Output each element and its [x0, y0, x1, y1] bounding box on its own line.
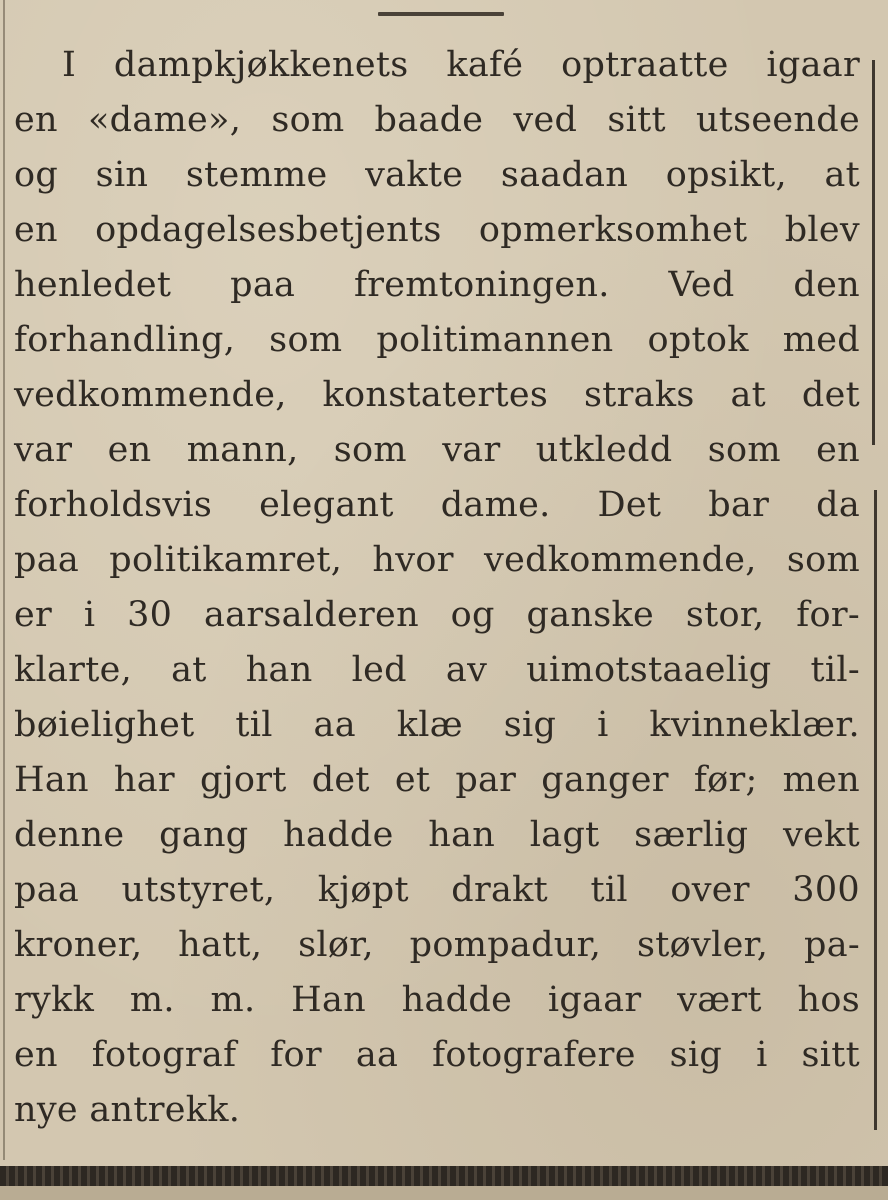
- article-line: rykk m. m. Han hadde igaar vært hos: [14, 980, 860, 1020]
- article-line: og sin stemme vakte saadan opsikt, at: [14, 155, 860, 195]
- article-line: bøielighet til aa klæ sig i kvinneklær.: [14, 705, 860, 745]
- article-line: en fotograf for aa fotografere sig i sitt: [14, 1035, 860, 1075]
- article-line: er i 30 aarsalderen og ganske stor, for-: [14, 595, 860, 635]
- article-line: Han har gjort det et par ganger før; men: [14, 760, 860, 800]
- top-divider-rule: [378, 12, 504, 16]
- article-line: klarte, at han led av uimotstaaelig til-: [14, 650, 860, 690]
- article-line: I dampkjøkkenets kafé optraatte igaar: [62, 45, 860, 85]
- article-line: forhandling, som politimannen optok med: [14, 320, 860, 360]
- article-line: var en mann, som var utkledd som en: [14, 430, 860, 470]
- article-line: kroner, hatt, slør, pompadur, støvler, pa-: [14, 925, 860, 965]
- article-line: henledet paa fremtoningen. Ved den: [14, 265, 860, 305]
- bottom-divider-rule: [0, 1166, 888, 1186]
- article-line: en opdagelsesbetjents opmerksomhet blev: [14, 210, 860, 250]
- article-line: vedkommende, konstatertes straks at det: [14, 375, 860, 415]
- article-line: en «dame», som baade ved sitt utseende: [14, 100, 860, 140]
- article-line: denne gang hadde han lagt særlig vekt: [14, 815, 860, 855]
- right-column-rule-lower: [874, 490, 877, 1130]
- article-line: nye antrekk.: [14, 1090, 241, 1130]
- article-line: forholdsvis elegant dame. Det bar da: [14, 485, 860, 525]
- article-paragraph: [14, 38, 860, 1138]
- bottom-margin-strip: [0, 1186, 888, 1200]
- article-line: paa utstyret, kjøpt drakt til over 300: [14, 870, 860, 910]
- right-column-rule-upper: [872, 60, 875, 445]
- article-line: paa politikamret, hvor vedkommende, som: [14, 540, 860, 580]
- left-column-edge: [3, 0, 5, 1160]
